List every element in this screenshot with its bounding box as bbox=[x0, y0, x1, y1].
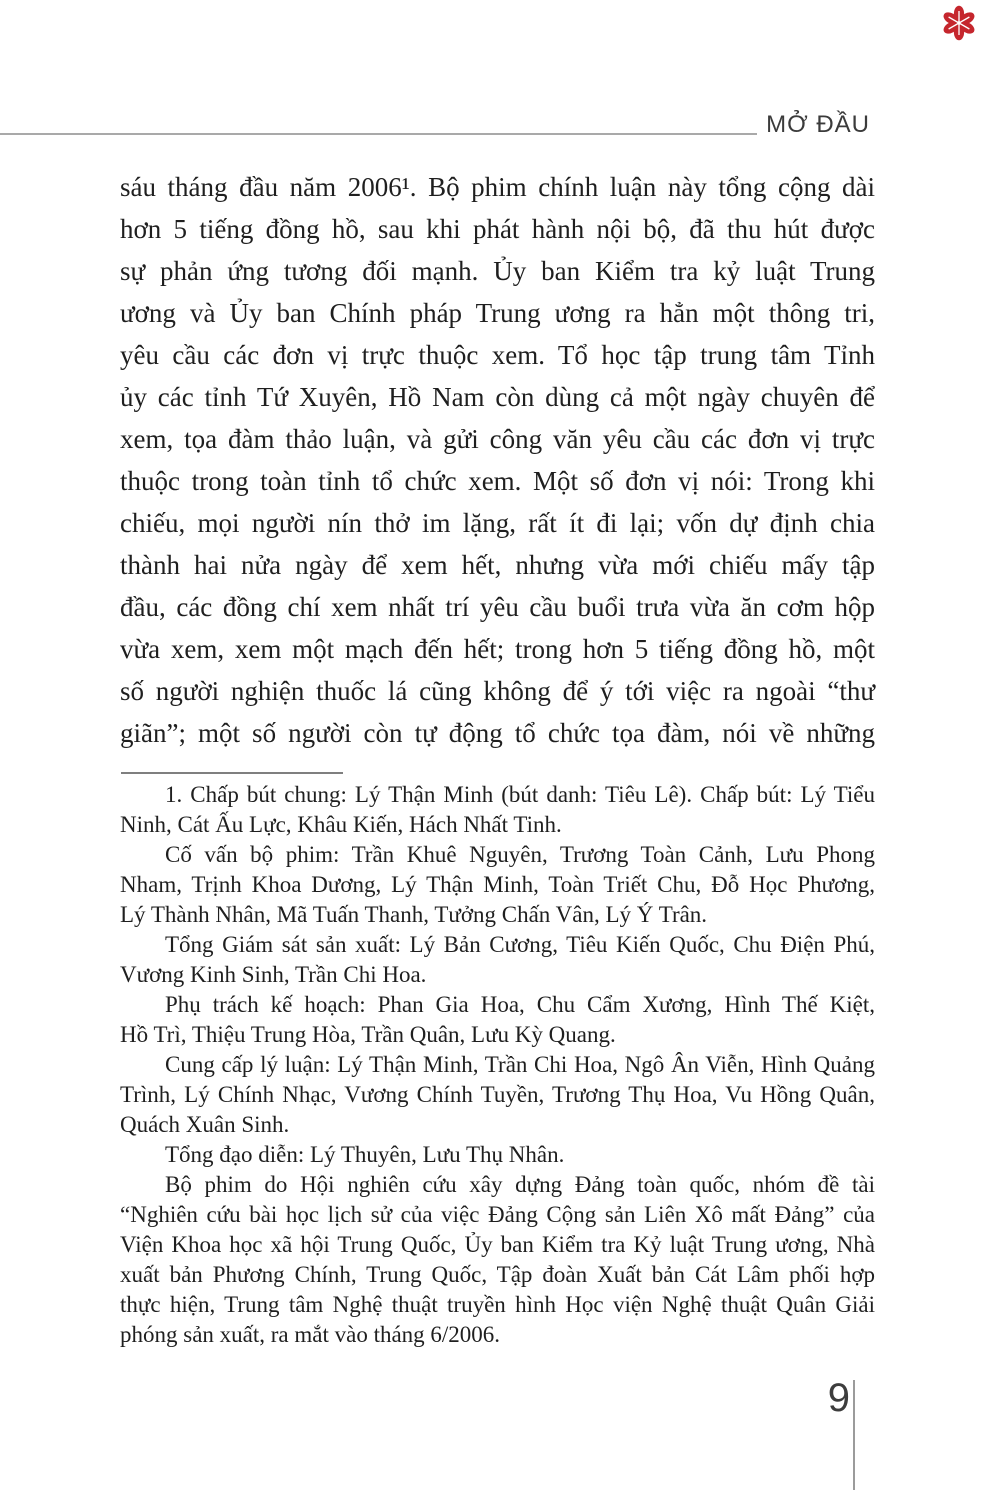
footnote-line: thực hiện, Trung tâm Nghệ thuật truyền hình Học viện Nghệ thuật Quân Giải bbox=[120, 1292, 875, 1317]
body-line: thuộc trong toàn tỉnh tổ chức xem. Một số đơn vị nói: Trong khi bbox=[120, 466, 875, 496]
footnote-line: “Nghiên cứu bài học lịch sử của việc Đảng Cộng sản Liên Xô mất Đảng” của bbox=[120, 1202, 875, 1227]
footnote-line: Quách Xuân Sinh. bbox=[120, 1112, 290, 1137]
body-line: vừa xem, xem một mạch đến hết; trong hơn 5 tiếng đồng hồ, một bbox=[120, 634, 875, 664]
footnote-line: Phụ trách kế hoạch: Phan Gia Hoa, Chu Cẩm Xương, Hình Thế Kiệt, bbox=[165, 992, 875, 1017]
footnote-line: xuất bản Phương Chính, Trung Quốc, Tập đoàn Xuất bản Cát Lâm phối hợp bbox=[120, 1262, 875, 1287]
footnote-line: Nham, Trịnh Khoa Dương, Lý Thận Minh, Toàn Triết Chu, Đỗ Học Phương, bbox=[120, 872, 875, 897]
header-rule bbox=[0, 133, 757, 135]
flower-icon bbox=[941, 5, 977, 41]
body-line: yêu cầu các đơn vị trực thuộc xem. Tổ học tập trung tâm Tỉnh bbox=[120, 340, 875, 370]
footnote-line: 1. Chấp bút chung: Lý Thận Minh (bút danh: Tiêu Lê). Chấp bút: Lý Tiểu bbox=[165, 782, 875, 807]
footnote-separator bbox=[121, 772, 343, 774]
body-line: thành hai nửa ngày để xem hết, nhưng vừa mới chiếu mấy tập bbox=[120, 550, 875, 580]
footnote-line: Hồ Trì, Thiệu Trung Hòa, Trần Quân, Lưu Kỳ Quang. bbox=[120, 1022, 616, 1047]
body-line: ủy các tỉnh Tứ Xuyên, Hồ Nam còn dùng cả một ngày chuyên để bbox=[120, 382, 875, 412]
footnote-line: phóng sản xuất, ra mắt vào tháng 6/2006. bbox=[120, 1322, 501, 1347]
body-line: chiếu, mọi người nín thở im lặng, rất ít đi lại; vốn dự định chia bbox=[120, 508, 875, 538]
footnote-block bbox=[120, 780, 875, 1350]
body-line: sự phản ứng tương đối mạnh. Ủy ban Kiểm tra kỷ luật Trung bbox=[120, 256, 875, 286]
page-number: 9 bbox=[827, 1376, 850, 1420]
footnote-line: Viện Khoa học xã hội Trung Quốc, Ủy ban Kiểm tra Kỷ luật Trung ương, Nhà bbox=[120, 1232, 875, 1257]
footnote-line: Ninh, Cát Ấu Lực, Khâu Kiến, Hách Nhất Tinh. bbox=[120, 812, 562, 837]
body-line: số người nghiện thuốc lá cũng không để ý tới việc ra ngoài “thư bbox=[120, 676, 875, 706]
footnote-line: Bộ phim do Hội nghiên cứu xây dựng Đảng toàn quốc, nhóm đề tài bbox=[165, 1172, 875, 1197]
page-number-rule bbox=[853, 1380, 855, 1490]
body-line: ương và Ủy ban Chính pháp Trung ương ra hẳn một thông tri, bbox=[120, 298, 875, 328]
footnote-line: Trình, Lý Chính Nhạc, Vương Chính Tuyền, Trương Thụ Hoa, Vu Hồng Quân, bbox=[120, 1082, 875, 1107]
footnote-line: Tổng Giám sát sản xuất: Lý Bản Cương, Tiêu Kiến Quốc, Chu Điện Phú, bbox=[165, 932, 875, 957]
body-line: đầu, các đồng chí xem nhất trí yêu cầu buổi trưa vừa ăn cơm hộp bbox=[120, 592, 875, 622]
body-line: xem, tọa đàm thảo luận, và gửi công văn yêu cầu các đơn vị trực bbox=[120, 424, 875, 454]
footnote-line: Lý Thành Nhân, Mã Tuấn Thanh, Tưởng Chấn Vân, Lý Ý Trân. bbox=[120, 902, 708, 927]
body-text bbox=[120, 166, 875, 754]
footnote-line: Cố vấn bộ phim: Trần Khuê Nguyên, Trương Toàn Cảnh, Lưu Phong bbox=[165, 842, 875, 867]
footnote-line: Vương Kinh Sinh, Trần Chi Hoa. bbox=[120, 962, 427, 987]
body-line: hơn 5 tiếng đồng hồ, sau khi phát hành nội bộ, đã thu hút được bbox=[120, 214, 875, 244]
footnote-line: Cung cấp lý luận: Lý Thận Minh, Trần Chi Hoa, Ngô Ân Viễn, Hình Quảng bbox=[165, 1052, 875, 1077]
running-title: MỞ ĐẦU bbox=[766, 111, 870, 138]
footnote-line: Tổng đạo diễn: Lý Thuyên, Lưu Thụ Nhân. bbox=[165, 1142, 565, 1167]
body-line: giãn”; một số người còn tự động tổ chức tọa đàm, nói về những bbox=[120, 718, 875, 748]
body-line: sáu tháng đầu năm 2006¹. Bộ phim chính luận này tổng cộng dài bbox=[120, 172, 875, 202]
